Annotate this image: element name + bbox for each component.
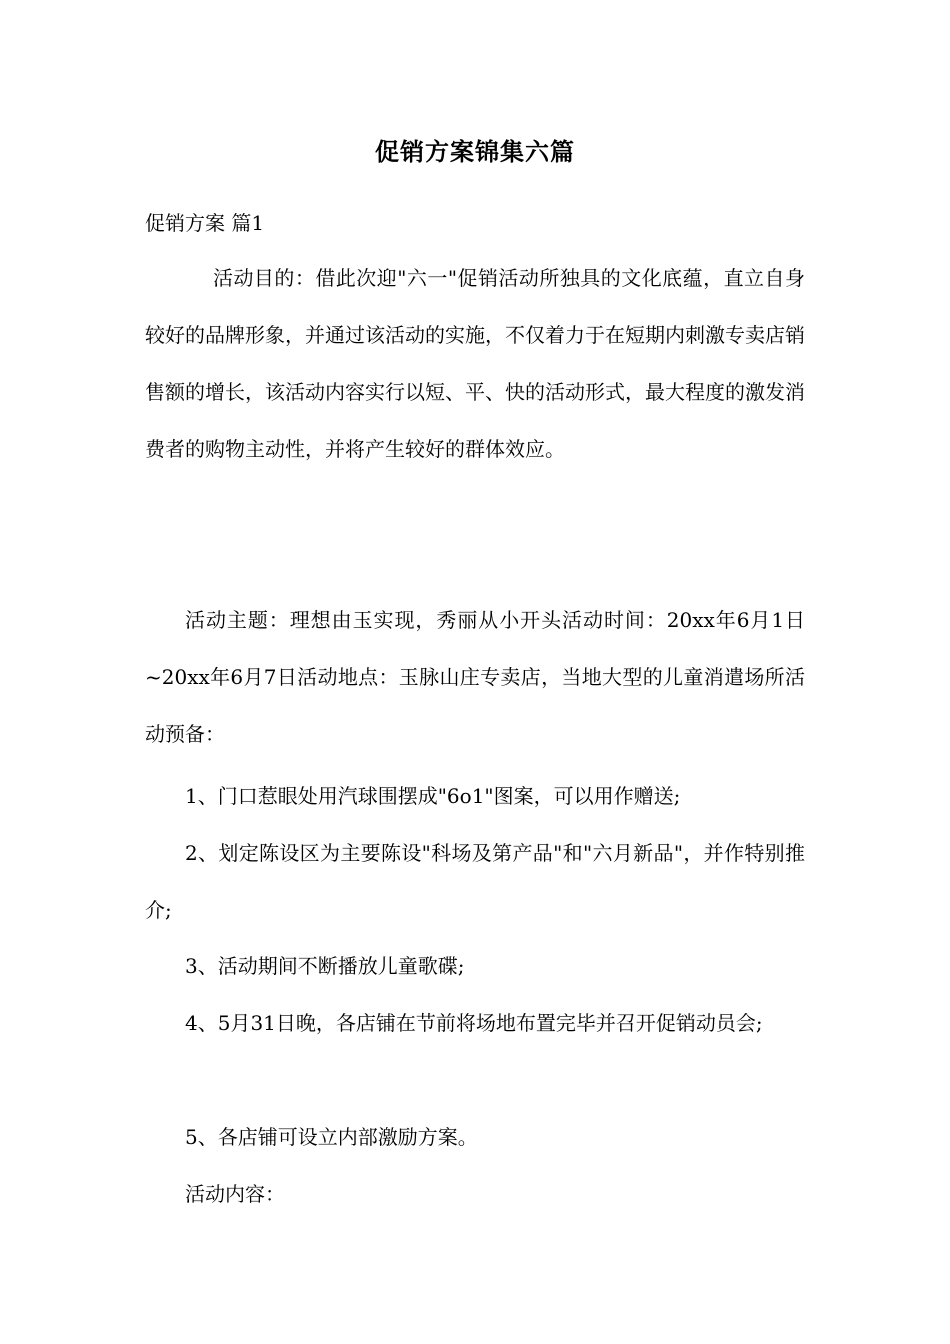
paragraph-prep-item-1: 1、门口惹眼处用汽球围摆成"6o1"图案，可以用作赠送; [185,784,681,808]
paragraph-content-heading: 活动内容： [185,1182,285,1206]
paragraph-prep-item-4: 4、5月31日晚，各店铺在节前将场地布置完毕并召开促销动员会; [185,1011,763,1035]
section-heading: 促销方案 篇1 [145,211,265,235]
paragraph-prep-item-2: 2、划定陈设区为主要陈设"科场及第产品"和"六月新品"，并作特别推介; [145,841,805,922]
document-title: 促销方案锦集六篇 [375,137,575,166]
paragraph-theme-time-place: 活动主题：理想由玉实现，秀丽从小开头活动时间：20xx年6月1日~20xx年6月7日活动地点：玉脉山庄专卖店，当地大型的儿童消遣场所活动预备： [145,608,805,746]
paragraph-prep-item-3: 3、活动期间不断播放儿童歌碟; [185,954,465,978]
paragraph-purpose: 活动目的：借此次迎"六一"促销活动所独具的文化底蕴，直立自身较好的品牌形象，并通过该活动的实施，不仅着力于在短期内刺激专卖店销售额的增长，该活动内容实行以短、平、快的活动形式，最大程度的激发消费者的购物主动性，并将产生较好的群体效应。 [145,266,805,461]
paragraph-prep-item-5: 5、各店铺可设立内部激励方案。 [185,1125,478,1149]
